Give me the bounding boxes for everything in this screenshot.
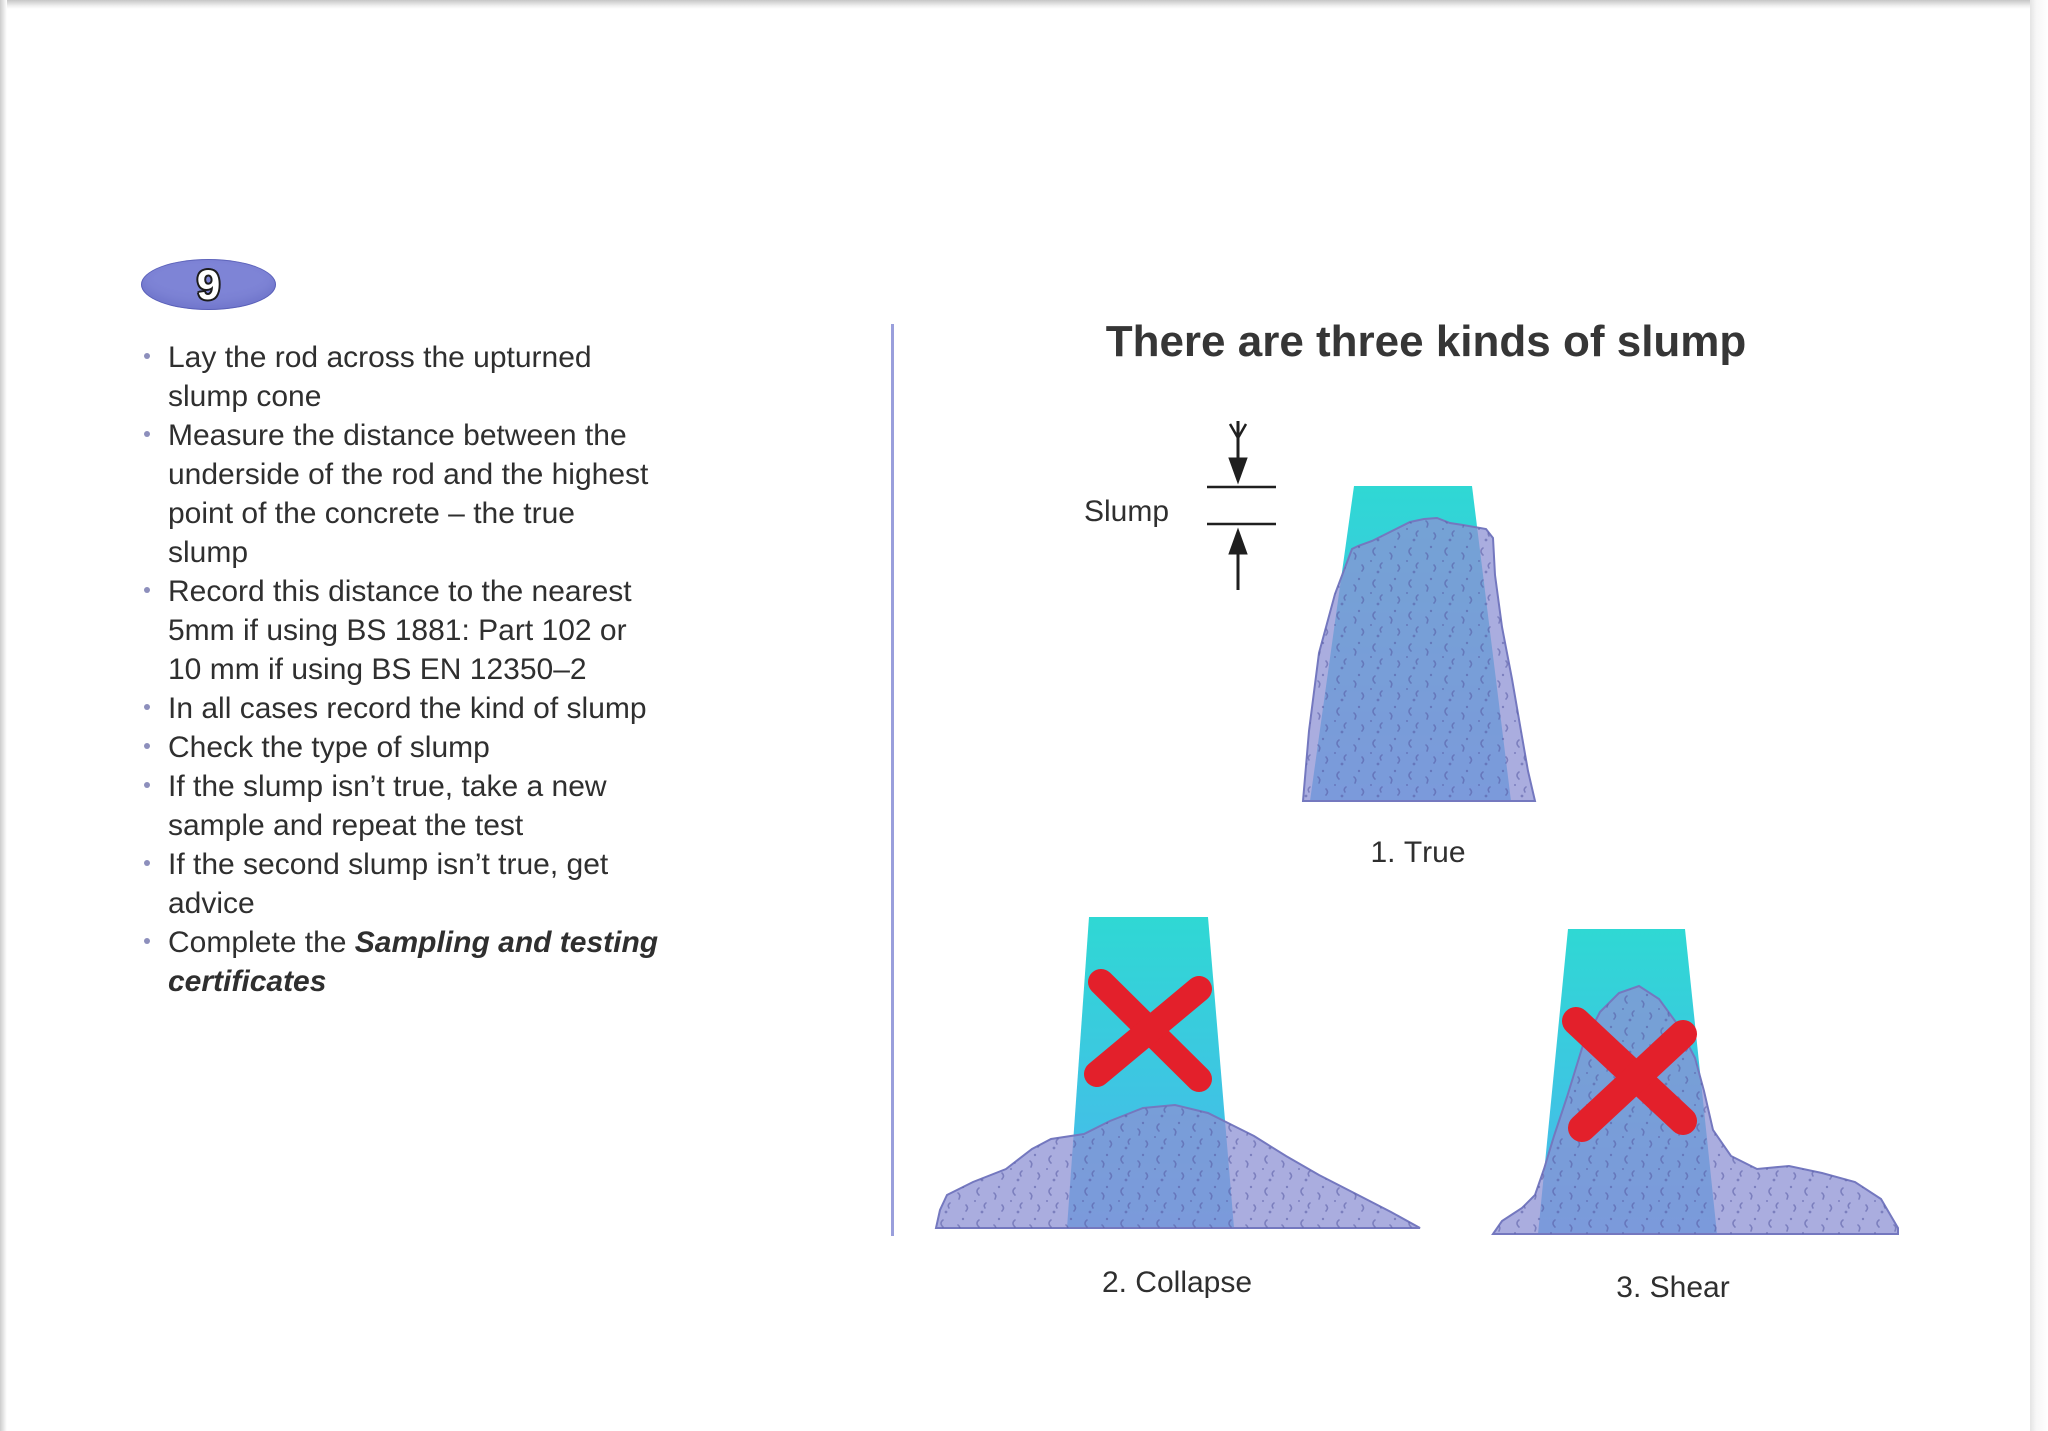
step-number: 9 — [196, 260, 221, 308]
collapse-slump-caption: 2. Collapse — [1101, 1266, 1253, 1299]
shear-slump-figure — [1493, 929, 1898, 1234]
slump-measure-icon — [1207, 421, 1276, 590]
instruction-text: Complete the — [168, 926, 347, 959]
collapse-slump-figure — [936, 917, 1420, 1228]
instruction-text: Record this distance to the nearest 5mm if using BS 1881: Part 102 or 10 mm if using BS EN 12350–2 — [168, 575, 632, 686]
instruction-text: Measure the distance between the underside of the rod and the highest point of the concrete – the true slump — [168, 419, 649, 569]
instruction-text: If the slump isn’t true, take a new sample and repeat the test — [168, 770, 607, 842]
instruction-text: Lay the rod across the upturned slump cone — [168, 341, 592, 413]
instruction-text: Check the type of slump — [168, 731, 490, 764]
instruction-text: If the second slump isn’t true, get advice — [168, 848, 609, 920]
measure-arrow-down-head — [1229, 458, 1247, 483]
diagram-title: There are three kinds of slump — [1105, 317, 1747, 366]
instruction-text: In all cases record the kind of slump — [168, 692, 647, 725]
slump-measure-label: Slump — [1084, 495, 1170, 528]
shear-slump-caption: 3. Shear — [1616, 1271, 1730, 1304]
true-slump-aggregate-texture — [1303, 518, 1535, 801]
true-slump-caption: 1. True — [1370, 836, 1466, 869]
true-slump-figure — [1303, 486, 1535, 801]
certificate-reference: Sampling and testing certificates — [168, 926, 659, 998]
